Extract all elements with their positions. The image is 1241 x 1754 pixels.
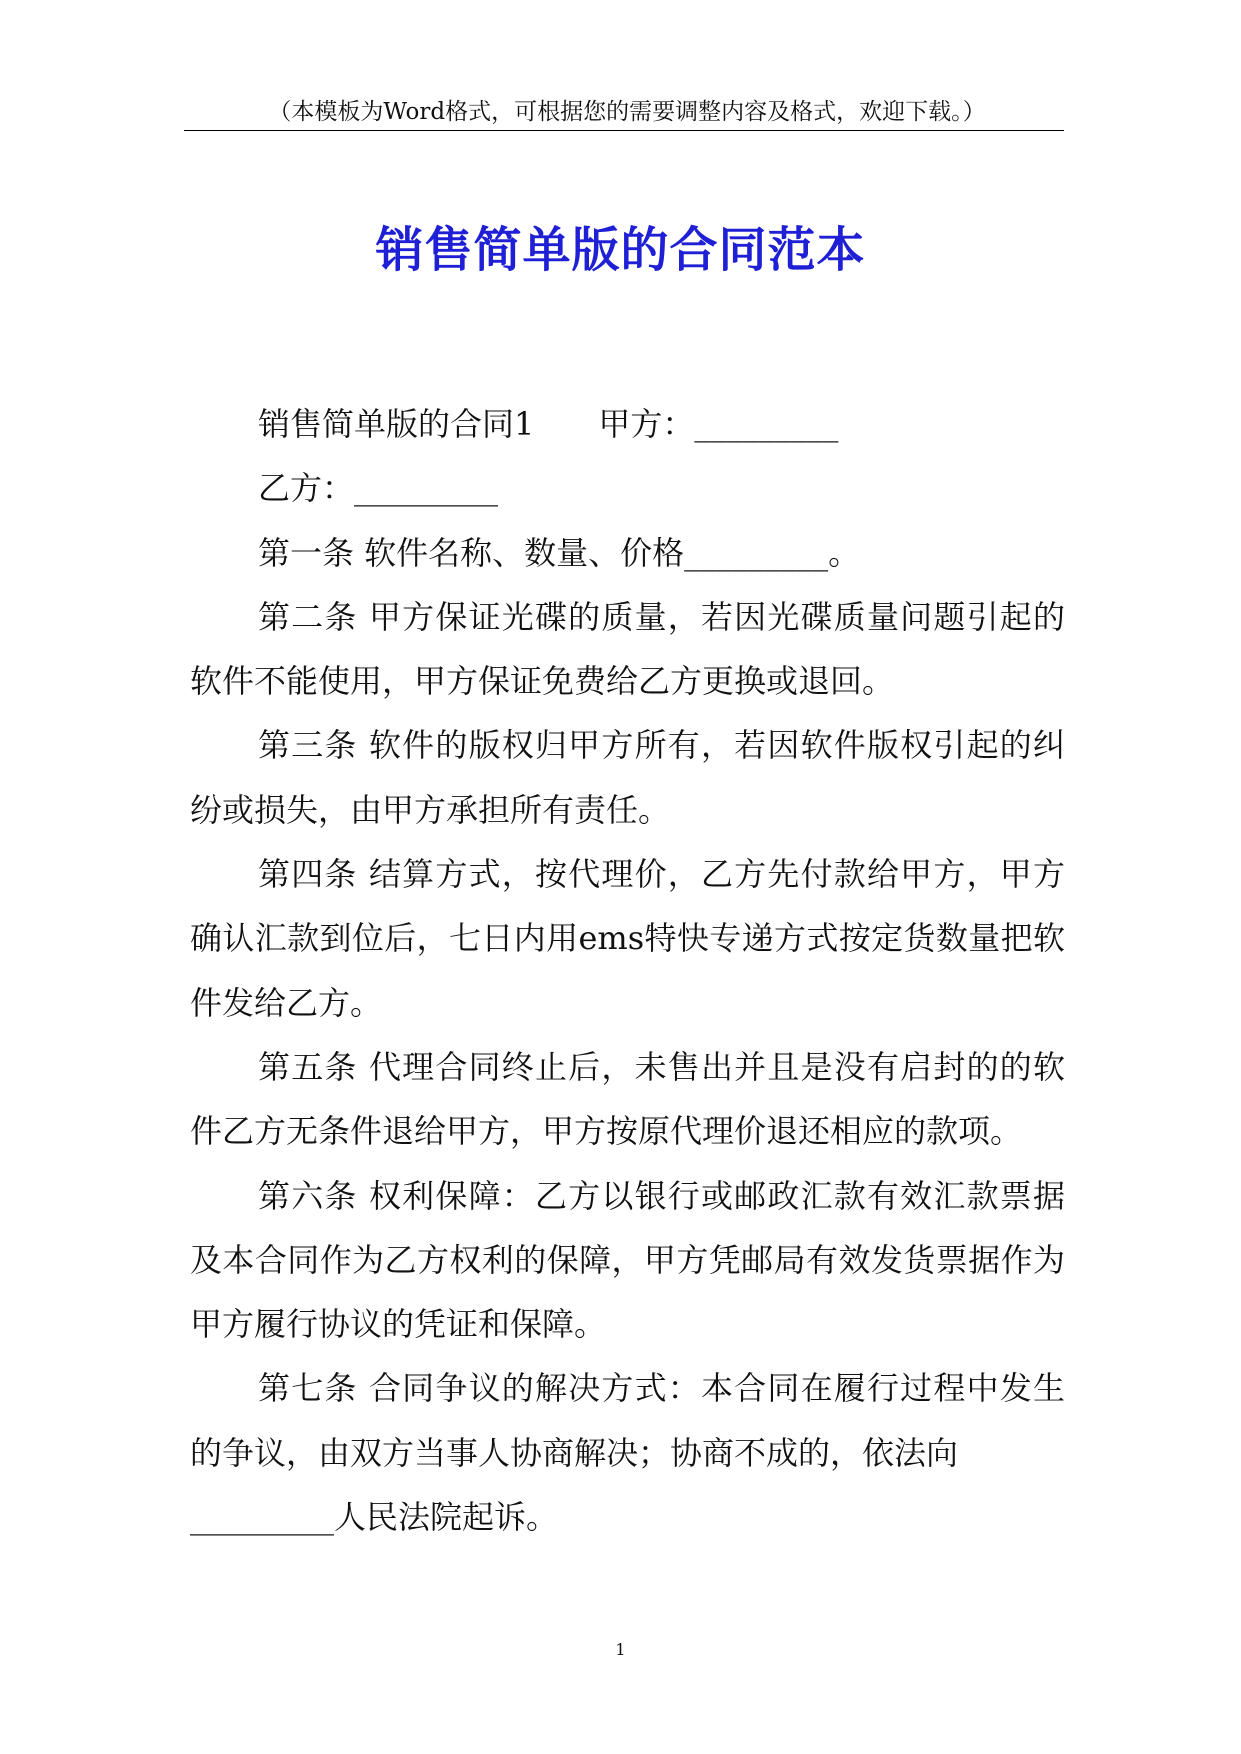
clause-6: 第六条 权利保障：乙方以银行或邮政汇款有效汇款票据及本合同作为乙方权利的保障，甲方凭邮局有效发货票据作为甲方履行协议的凭证和保障。 xyxy=(190,1176,1065,1344)
clause-4: 第四条 结算方式，按代理价，乙方先付款给甲方，甲方确认汇款到位后，七日内用ems特快专递方式按定货数量把软件发给乙方。 xyxy=(190,855,1065,1022)
clause-3: 第三条 软件的版权归甲方所有，若因软件版权引起的纠纷或损失，由甲方承担所有责任。 xyxy=(190,726,1065,829)
party-a-field: 甲方：_________ xyxy=(598,405,839,443)
clause-7: 第七条 合同争议的解决方式：本合同在履行过程中发生的争议，由双方当事人协商解决；协商不成的，依法向 xyxy=(190,1369,1065,1472)
contract-intro: 销售简单版的合同1 xyxy=(258,405,535,443)
document-body xyxy=(190,392,1065,1549)
clause-2: 第二条 甲方保证光碟的质量，若因光碟质量问题引起的软件不能使用，甲方保证免费给乙方更换或退回。 xyxy=(190,597,1065,701)
page-header-note: （本模板为Word格式，可根据您的需要调整内容及格式，欢迎下载。） xyxy=(268,99,986,125)
header-divider xyxy=(184,130,1064,131)
intro-paragraph xyxy=(190,392,1065,456)
clause-1: 第一条 软件名称、数量、价格_________。 xyxy=(258,533,861,572)
clause-5: 第五条 代理合同终止后，未售出并且是没有启封的的软件乙方无条件退给甲方，甲方按原代理价退还相应的款项。 xyxy=(190,1047,1065,1151)
document-title: 销售简单版的合同范本 xyxy=(375,222,866,278)
party-b-paragraph: 乙方：_________ xyxy=(258,469,499,508)
page-number: 1 xyxy=(615,1640,626,1659)
clause-7-continuation: _________人民法院起诉。 xyxy=(190,1498,559,1537)
